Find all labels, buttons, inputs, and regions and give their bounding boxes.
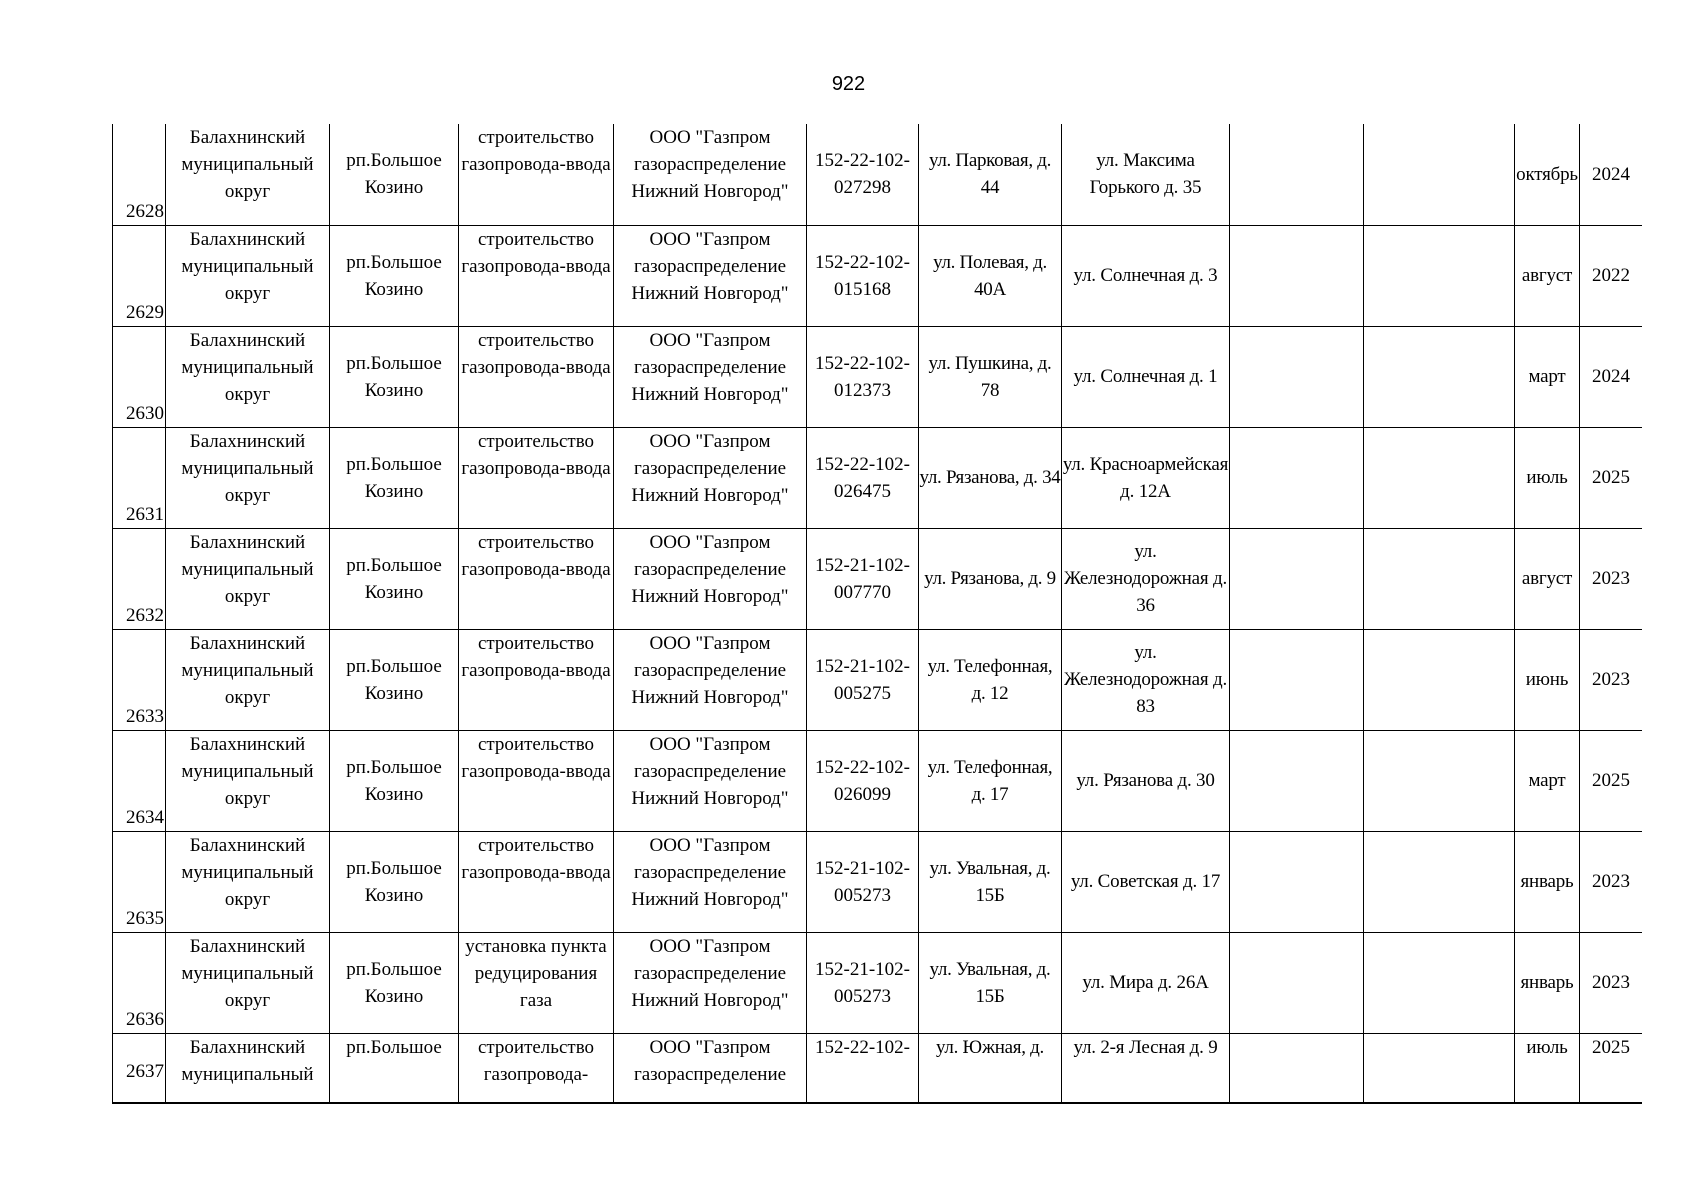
registry-table: [112, 124, 1642, 1104]
empty-cell: [1364, 528, 1515, 629]
settlement-cell: рп.Большое Козино: [330, 124, 459, 225]
row-number-cell: 2631: [113, 427, 166, 528]
month-cell: август: [1515, 225, 1580, 326]
organization-cell: ООО "Газпром газораспределение Нижний Новгород": [614, 124, 807, 225]
settlement-cell: рп.Большое Козино: [330, 225, 459, 326]
row-number-cell: 2636: [113, 932, 166, 1033]
table-row: [113, 528, 1643, 629]
empty-cell: [1230, 1033, 1364, 1104]
table-row: [113, 730, 1643, 831]
year-cell: 2024: [1580, 326, 1643, 427]
registry-table-wrapper: [112, 124, 1642, 1104]
month-cell: август: [1515, 528, 1580, 629]
object-code-cell: 152-21-102-005275: [807, 629, 919, 730]
year-cell: 2023: [1580, 528, 1643, 629]
object-code-cell: 152-22-102-026099: [807, 730, 919, 831]
empty-cell: [1364, 225, 1515, 326]
organization-cell: ООО "Газпром газораспределение Нижний Новгород": [614, 629, 807, 730]
empty-cell: [1364, 629, 1515, 730]
object-code-cell: 152-22-102-012373: [807, 326, 919, 427]
address-from-cell: ул. Полевая, д. 40А: [919, 225, 1062, 326]
district-cell: Балахнинский муниципальный округ: [166, 326, 330, 427]
address-to-cell: ул. Красноармейская д. 12А: [1062, 427, 1230, 528]
address-to-cell: ул. Мира д. 26А: [1062, 932, 1230, 1033]
settlement-cell: рп.Большое Козино: [330, 730, 459, 831]
table-row: [113, 1033, 1643, 1104]
organization-cell: ООО "Газпром газораспределение Нижний Новгород": [614, 730, 807, 831]
month-cell: январь: [1515, 831, 1580, 932]
work-type-cell: строительство газопровода-ввода: [459, 124, 614, 225]
settlement-cell: рп.Большое Козино: [330, 528, 459, 629]
object-code-cell: 152-22-102-027298: [807, 124, 919, 225]
organization-cell: ООО "Газпром газораспределение Нижний Новгород": [614, 326, 807, 427]
organization-cell: ООО "Газпром газораспределение Нижний Новгород": [614, 528, 807, 629]
month-cell: январь: [1515, 932, 1580, 1033]
empty-cell: [1364, 124, 1515, 225]
settlement-cell: рп.Большое Козино: [330, 427, 459, 528]
district-cell: Балахнинский муниципальный округ: [166, 225, 330, 326]
row-number-cell: 2628: [113, 124, 166, 225]
row-number-cell: 2635: [113, 831, 166, 932]
district-cell: Балахнинский муниципальный округ: [166, 932, 330, 1033]
address-from-cell: ул. Телефонная, д. 12: [919, 629, 1062, 730]
month-cell: март: [1515, 730, 1580, 831]
table-row: [113, 326, 1643, 427]
object-code-cell: 152-21-102-007770: [807, 528, 919, 629]
empty-cell: [1364, 831, 1515, 932]
year-cell: 2025: [1580, 1033, 1643, 1104]
month-cell: март: [1515, 326, 1580, 427]
object-code-cell: 152-21-102-005273: [807, 932, 919, 1033]
empty-cell: [1364, 326, 1515, 427]
empty-cell: [1230, 629, 1364, 730]
work-type-cell: строительство газопровода-ввода: [459, 225, 614, 326]
page-number: 922: [831, 73, 866, 95]
work-type-cell: строительство газопровода-ввода: [459, 831, 614, 932]
empty-cell: [1230, 730, 1364, 831]
table-row: [113, 124, 1643, 225]
address-to-cell: ул. Солнечная д. 1: [1062, 326, 1230, 427]
empty-cell: [1364, 427, 1515, 528]
district-cell: Балахнинский муниципальный округ: [166, 124, 330, 225]
empty-cell: [1230, 225, 1364, 326]
work-type-cell: установка пункта редуцирования газа: [459, 932, 614, 1033]
address-to-cell: ул. Максима Горького д. 35: [1062, 124, 1230, 225]
organization-cell: ООО "Газпром газораспределение Нижний Новгород": [614, 831, 807, 932]
work-type-cell: строительство газопровода-ввода: [459, 528, 614, 629]
year-cell: 2023: [1580, 629, 1643, 730]
year-cell: 2023: [1580, 831, 1643, 932]
empty-cell: [1364, 1033, 1515, 1104]
row-number-cell: 2634: [113, 730, 166, 831]
address-to-cell: ул. Рязанова д. 30: [1062, 730, 1230, 831]
work-type-cell: строительство газопровода-ввода: [459, 629, 614, 730]
organization-cell: ООО "Газпром газораспределение: [614, 1033, 807, 1104]
address-from-cell: ул. Рязанова, д. 34: [919, 427, 1062, 528]
organization-cell: ООО "Газпром газораспределение Нижний Новгород": [614, 932, 807, 1033]
settlement-cell: рп.Большое Козино: [330, 831, 459, 932]
table-body: [113, 124, 1643, 1104]
district-cell: Балахнинский муниципальный округ: [166, 730, 330, 831]
object-code-cell: 152-21-102-005273: [807, 831, 919, 932]
address-to-cell: ул. 2-я Лесная д. 9: [1062, 1033, 1230, 1104]
district-cell: Балахнинский муниципальный округ: [166, 427, 330, 528]
address-from-cell: ул. Телефонная, д. 17: [919, 730, 1062, 831]
row-number-cell: 2637: [113, 1033, 166, 1104]
address-from-cell: ул. Пушкина, д. 78: [919, 326, 1062, 427]
empty-cell: [1230, 427, 1364, 528]
district-cell: Балахнинский муниципальный: [166, 1033, 330, 1104]
empty-cell: [1364, 932, 1515, 1033]
work-type-cell: строительство газопровода-ввода: [459, 427, 614, 528]
work-type-cell: строительство газопровода-ввода: [459, 326, 614, 427]
address-to-cell: ул. Солнечная д. 3: [1062, 225, 1230, 326]
year-cell: 2023: [1580, 932, 1643, 1033]
address-from-cell: ул. Южная, д.: [919, 1033, 1062, 1104]
settlement-cell: рп.Большое Козино: [330, 326, 459, 427]
address-to-cell: ул. Железнодорожная д. 36: [1062, 528, 1230, 629]
district-cell: Балахнинский муниципальный округ: [166, 831, 330, 932]
address-from-cell: ул. Парковая, д. 44: [919, 124, 1062, 225]
row-number-cell: 2629: [113, 225, 166, 326]
month-cell: октябрь: [1515, 124, 1580, 225]
table-row: [113, 629, 1643, 730]
row-number-cell: 2630: [113, 326, 166, 427]
month-cell: июнь: [1515, 629, 1580, 730]
table-row: [113, 831, 1643, 932]
organization-cell: ООО "Газпром газораспределение Нижний Новгород": [614, 225, 807, 326]
empty-cell: [1230, 326, 1364, 427]
table-row: [113, 427, 1643, 528]
district-cell: Балахнинский муниципальный округ: [166, 629, 330, 730]
work-type-cell: строительство газопровода-: [459, 1033, 614, 1104]
row-number-cell: 2633: [113, 629, 166, 730]
month-cell: июль: [1515, 1033, 1580, 1104]
address-from-cell: ул. Увальная, д. 15Б: [919, 932, 1062, 1033]
year-cell: 2025: [1580, 427, 1643, 528]
object-code-cell: 152-22-102-026475: [807, 427, 919, 528]
year-cell: 2025: [1580, 730, 1643, 831]
empty-cell: [1230, 831, 1364, 932]
year-cell: 2022: [1580, 225, 1643, 326]
empty-cell: [1364, 730, 1515, 831]
settlement-cell: рп.Большое Козино: [330, 932, 459, 1033]
object-code-cell: 152-22-102-015168: [807, 225, 919, 326]
address-from-cell: ул. Рязанова, д. 9: [919, 528, 1062, 629]
table-row: [113, 225, 1643, 326]
month-cell: июль: [1515, 427, 1580, 528]
empty-cell: [1230, 124, 1364, 225]
year-cell: 2024: [1580, 124, 1643, 225]
work-type-cell: строительство газопровода-ввода: [459, 730, 614, 831]
settlement-cell: рп.Большое: [330, 1033, 459, 1104]
address-to-cell: ул. Советская д. 17: [1062, 831, 1230, 932]
empty-cell: [1230, 932, 1364, 1033]
row-number-cell: 2632: [113, 528, 166, 629]
district-cell: Балахнинский муниципальный округ: [166, 528, 330, 629]
address-to-cell: ул. Железнодорожная д. 83: [1062, 629, 1230, 730]
table-row: [113, 932, 1643, 1033]
settlement-cell: рп.Большое Козино: [330, 629, 459, 730]
object-code-cell: 152-22-102-: [807, 1033, 919, 1104]
address-from-cell: ул. Увальная, д. 15Б: [919, 831, 1062, 932]
organization-cell: ООО "Газпром газораспределение Нижний Новгород": [614, 427, 807, 528]
empty-cell: [1230, 528, 1364, 629]
